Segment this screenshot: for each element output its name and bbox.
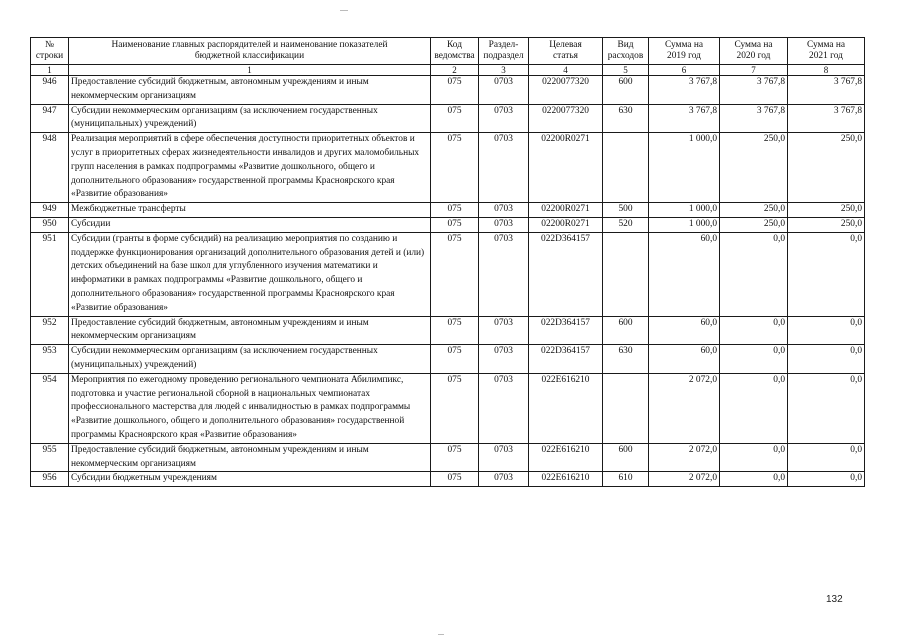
table-row <box>31 443 865 472</box>
dept-code: 075 <box>431 373 479 443</box>
sum-2020: 0,0 <box>720 373 788 443</box>
dept-code: 075 <box>431 104 479 133</box>
header-name: Наименование главных распорядителей и наименование показателей бюджетной классификации <box>69 38 431 65</box>
sum-2020: 3 767,8 <box>720 104 788 133</box>
row-number: 951 <box>31 232 69 316</box>
table-row <box>31 217 865 232</box>
dept-code: 075 <box>431 232 479 316</box>
section-code: 0703 <box>479 316 529 345</box>
expense-code: 520 <box>603 217 649 232</box>
row-name: Субсидии бюджетным учреждениям <box>69 472 431 487</box>
table-row <box>31 76 865 105</box>
target-code: 0220077320 <box>529 104 603 133</box>
dept-code: 075 <box>431 316 479 345</box>
sum-2020: 250,0 <box>720 217 788 232</box>
sum-2021: 0,0 <box>788 443 865 472</box>
expense-code: 600 <box>603 443 649 472</box>
target-code: 022E616210 <box>529 472 603 487</box>
header-sum-2020: Сумма на 2020 год <box>720 38 788 65</box>
sum-2021: 0,0 <box>788 316 865 345</box>
target-code: 022D364157 <box>529 345 603 374</box>
sum-2021: 0,0 <box>788 345 865 374</box>
dept-code: 075 <box>431 133 479 203</box>
header-target: Целевая статья <box>529 38 603 65</box>
sum-2019: 3 767,8 <box>649 76 720 105</box>
sum-2020: 250,0 <box>720 133 788 203</box>
table-row <box>31 472 865 487</box>
index-cell: 6 <box>649 65 720 76</box>
row-number: 952 <box>31 316 69 345</box>
row-name: Субсидии некоммерческим организациям (за исключением государственных (муниципальных) учреждений) <box>69 104 431 133</box>
header-section: Раздел-подраздел <box>479 38 529 65</box>
row-name: Субсидии некоммерческим организациям (за исключением государственных (муниципальных) учреждений) <box>69 345 431 374</box>
row-number: 947 <box>31 104 69 133</box>
row-name: Субсидии <box>69 217 431 232</box>
sum-2019: 1 000,0 <box>649 203 720 218</box>
page-number: 132 <box>826 594 843 605</box>
sum-2020: 250,0 <box>720 203 788 218</box>
section-code: 0703 <box>479 472 529 487</box>
sum-2019: 2 072,0 <box>649 443 720 472</box>
sum-2019: 60,0 <box>649 345 720 374</box>
dept-code: 075 <box>431 472 479 487</box>
table-row <box>31 203 865 218</box>
sum-2020: 0,0 <box>720 316 788 345</box>
index-cell: 8 <box>788 65 865 76</box>
section-code: 0703 <box>479 217 529 232</box>
target-code: 022E616210 <box>529 373 603 443</box>
row-number: 954 <box>31 373 69 443</box>
sum-2020: 0,0 <box>720 232 788 316</box>
index-cell: 3 <box>479 65 529 76</box>
header-row <box>31 38 865 65</box>
expense-code: 630 <box>603 345 649 374</box>
dept-code: 075 <box>431 443 479 472</box>
row-name: Реализация мероприятий в сфере обеспечения доступности приоритетных объектов и услуг в приоритетных сферах жизнедеятельности инвалидов и других маломобильных групп населения в рамках подпрограммы «Развитие дошкольного, общего и дополнительного образования» государственной программы Красноярского края «Развитие образования» <box>69 133 431 203</box>
row-number: 950 <box>31 217 69 232</box>
sum-2021: 3 767,8 <box>788 104 865 133</box>
section-code: 0703 <box>479 76 529 105</box>
index-cell: 7 <box>720 65 788 76</box>
index-cell: 2 <box>431 65 479 76</box>
sum-2019: 3 767,8 <box>649 104 720 133</box>
section-code: 0703 <box>479 232 529 316</box>
dept-code: 075 <box>431 76 479 105</box>
row-name: Предоставление субсидий бюджетным, автономным учреждениям и иным некоммерческим организациям <box>69 76 431 105</box>
expense-code <box>603 133 649 203</box>
table-row <box>31 104 865 133</box>
section-code: 0703 <box>479 443 529 472</box>
header-sum-2021: Сумма на 2021 год <box>788 38 865 65</box>
section-code: 0703 <box>479 104 529 133</box>
header-dept: Код ведомства <box>431 38 479 65</box>
table-body <box>31 76 865 487</box>
sum-2021: 0,0 <box>788 373 865 443</box>
budget-table <box>30 37 865 487</box>
row-number: 948 <box>31 133 69 203</box>
scan-mark <box>438 634 444 635</box>
row-name: Предоставление субсидий бюджетным, автономным учреждениям и иным некоммерческим организациям <box>69 443 431 472</box>
sum-2021: 250,0 <box>788 203 865 218</box>
sum-2021: 250,0 <box>788 133 865 203</box>
row-number: 956 <box>31 472 69 487</box>
table-row <box>31 373 865 443</box>
header-sum-2019: Сумма на 2019 год <box>649 38 720 65</box>
expense-code: 600 <box>603 316 649 345</box>
row-name: Предоставление субсидий бюджетным, автономным учреждениям и иным некоммерческим организациям <box>69 316 431 345</box>
row-number: 949 <box>31 203 69 218</box>
sum-2019: 60,0 <box>649 316 720 345</box>
sum-2020: 0,0 <box>720 472 788 487</box>
index-cell: 4 <box>529 65 603 76</box>
sum-2019: 1 000,0 <box>649 133 720 203</box>
sum-2019: 60,0 <box>649 232 720 316</box>
target-code: 022E616210 <box>529 443 603 472</box>
dept-code: 075 <box>431 345 479 374</box>
target-code: 02200R0271 <box>529 203 603 218</box>
table-row <box>31 232 865 316</box>
row-number: 946 <box>31 76 69 105</box>
section-code: 0703 <box>479 373 529 443</box>
sum-2020: 0,0 <box>720 443 788 472</box>
section-code: 0703 <box>479 133 529 203</box>
sum-2020: 0,0 <box>720 345 788 374</box>
row-number: 953 <box>31 345 69 374</box>
row-name: Мероприятия по ежегодному проведению регионального чемпионата Абилимпикс, подготовка и участие региональной сборной в национальных чемпионатах профессионального мастерства для людей с инвалидностью в рамках подпрограммы «Развитие дошкольного, общего и дополнительного образования» государственной программы Красноярского края «Развитие образования» <box>69 373 431 443</box>
header-expense: Вид расходов <box>603 38 649 65</box>
section-code: 0703 <box>479 345 529 374</box>
column-index-row <box>31 65 865 76</box>
expense-code: 600 <box>603 76 649 105</box>
target-code: 022D364157 <box>529 316 603 345</box>
expense-code <box>603 232 649 316</box>
expense-code <box>603 373 649 443</box>
table-row <box>31 316 865 345</box>
scan-mark <box>340 10 348 11</box>
row-name: Субсидии (гранты в форме субсидий) на реализацию мероприятия по созданию и поддержке функционирования организаций дополнительного образования детей и (или) детских объединений на базе школ для углубленного изучения математики и информатики в рамках подпрограммы «Развитие дошкольного, общего и дополнительного образования» государственной программы Красноярского края «Развитие образования» <box>69 232 431 316</box>
expense-code: 630 <box>603 104 649 133</box>
sum-2021: 250,0 <box>788 217 865 232</box>
expense-code: 610 <box>603 472 649 487</box>
target-code: 0220077320 <box>529 76 603 105</box>
sum-2021: 0,0 <box>788 232 865 316</box>
target-code: 02200R0271 <box>529 133 603 203</box>
dept-code: 075 <box>431 203 479 218</box>
sum-2021: 0,0 <box>788 472 865 487</box>
header-row-no: № строки <box>31 38 69 65</box>
table-row <box>31 345 865 374</box>
index-cell: 1 <box>31 65 69 76</box>
sum-2019: 2 072,0 <box>649 373 720 443</box>
target-code: 02200R0271 <box>529 217 603 232</box>
index-cell: 5 <box>603 65 649 76</box>
index-cell: 1 <box>69 65 431 76</box>
sum-2019: 1 000,0 <box>649 217 720 232</box>
sum-2020: 3 767,8 <box>720 76 788 105</box>
table-row <box>31 133 865 203</box>
target-code: 022D364157 <box>529 232 603 316</box>
sum-2021: 3 767,8 <box>788 76 865 105</box>
section-code: 0703 <box>479 203 529 218</box>
row-name: Межбюджетные трансферты <box>69 203 431 218</box>
sum-2019: 2 072,0 <box>649 472 720 487</box>
row-number: 955 <box>31 443 69 472</box>
expense-code: 500 <box>603 203 649 218</box>
dept-code: 075 <box>431 217 479 232</box>
